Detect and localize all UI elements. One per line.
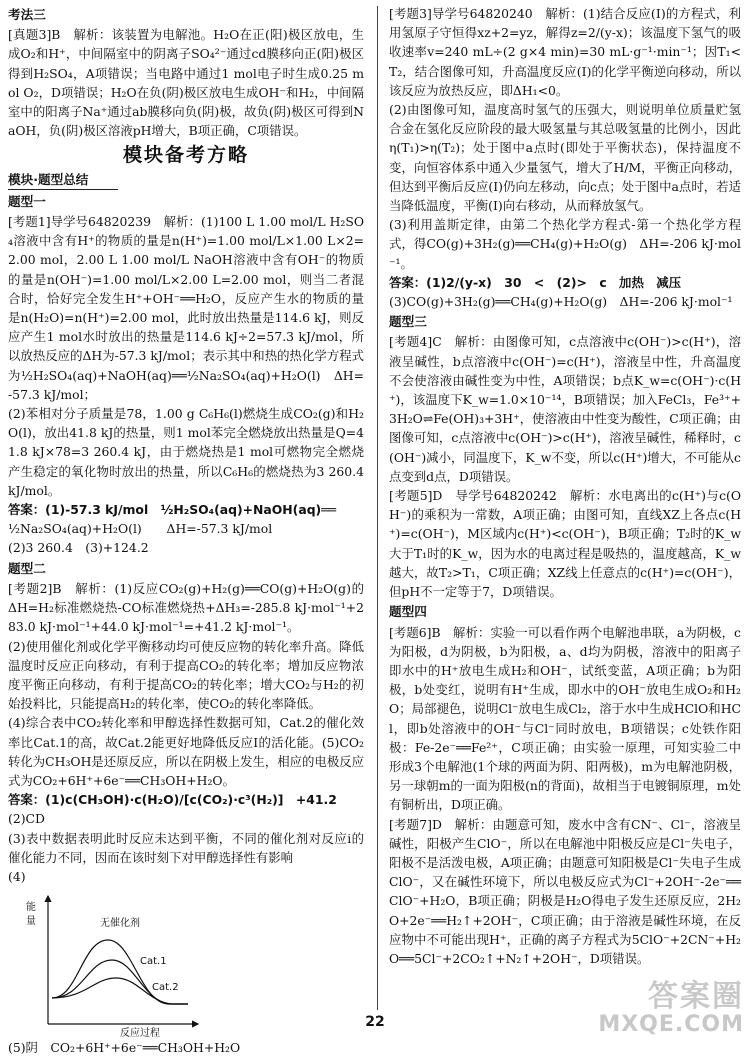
kaoti3-para2: (2)由图像可知，温度高时氢气的压强大，则说明单位质量贮氢合金在氢化反应阶段的最大吸氢量与其总吸氢量的比例小，因此η(T₁)>η(T₂)；处于图中a点时(即处于平衡状态)，保持温度不变，向恒容体系中通入少量氢气，增大了H/M，平衡正向移动，但达到平衡后反应(Ⅰ)仍向左移动，向c点；处于图中a点时，若适当降低温度，平衡(Ⅰ)向右移动，从而释放氢气。 xyxy=(389,102,741,214)
kaoti3-answer-a: 答案：(1)2/(y-x) 30 < (2)> c 加热 减压 xyxy=(389,274,682,290)
kaoti3-para1: [考题3]导学号64820240 解析：(1)结合反应(Ⅰ)的方程式，利用氢原子守恒得xz+2=yz，解得z=2/(y-x)；该温度下氢气的吸收速率v=240 mL÷(2 g×4 min)=30 mL·g⁻¹·min⁻¹；因T₁<T₂，结合图像可知，升高温度反应(Ⅰ)的化学平衡逆向移动，所以该反应为放热反应，即ΔH₁<0。 xyxy=(389,6,741,98)
method-heading: 考法三 xyxy=(8,7,46,22)
kaoti6: [考题6]B 解析：实验一可以看作两个电解池串联，a为阴极，c为阳极，d为阴极，b为阳极，a、d均为阴极，溶液中的阳离子即水中的H⁺放电生成H₂和OH⁻，试纸变蓝，A项正确；b为阳极，b处变红，说明有H⁺生成，即水中的OH⁻放电生成O₂和H₂O；局部褪色，说明Cl⁻放电生成Cl₂，溶于水中生成HClO和HCl，即b处溶液中的OH⁻与Cl⁻同时放电，B项错误；c处铁作阳极：Fe-2e⁻══Fe²⁺，C项正确；由实验一原理，可知实验二中形成3个电解池(1个球的两面为阴、阳两极)，m为电解池阴极，另一球朝m的一面为阳极(n的背面)，故相当于电镀铜原理，m处有铜析出，D项正确。 xyxy=(389,624,741,813)
series-curve-no-catalyst xyxy=(52,940,188,1004)
series-label-cat1: Cat.1 xyxy=(140,956,167,968)
kaoti1-answer-a: 答案：(1)-57.3 kJ/mol ½H₂SO₄(aq)+NaOH(aq)══ xyxy=(8,502,337,518)
kaoti1-answer-c: (2)3 260.4 (3)+124.2 xyxy=(8,540,149,556)
kaoti2-para3: (4)综合表中CO₂转化率和甲醇选择性数据可知，Cat.2的催化效率比Cat.1的高，故Cat.2能更好地降低反应Ⅰ的活化能。(5)CO₂转化为CH₃OH是还原反应，所以在阴极上发生，相应的电极反应式为CO₂+6H⁺+6e⁻══CH₃OH+H₂O。 xyxy=(8,715,364,788)
kaoti3-para3: (3)利用盖斯定律，由第二个热化学方程式-第一个热化学方程式，得CO(g)+3H₂(g)══CH₄(g)+H₂O(g) ΔH=-206 kJ·mol⁻¹。 xyxy=(389,217,741,271)
y-axis-label-char1: 能 xyxy=(26,902,36,914)
series-label-cat2: Cat.2 xyxy=(152,982,179,994)
module-title: 模块备考方略 xyxy=(122,144,249,167)
zhenti-3: [真题3]B 解析：该装置为电解池。H₂O在正(阳)极区放电，生成O₂和H⁺，中间隔室中的阴离子SO₄²⁻通过cd膜移向正(阳)极区得到H₂SO₄，A项错误；当电路中通过1 mol电子时生成0.25 mol O₂，D项错误；H₂O在负(阴)极区放电生成OH⁻和H₂，中间隔室中的阳离子Na⁺通过ab膜移向负(阴)极，故负(阴)极区可得到NaOH，负(阴)极区溶液pH增大，B项正确，C项错误。 xyxy=(8,27,364,139)
kaoti1-para2: (2)苯相对分子质量是78，1.00 g C₆H₆(l)燃烧生成CO₂(g)和H₂O(l)，放出41.8 kJ的热量，则1 mol苯完全燃烧放出热量是Q=41.8 kJ×78=3 260.4 kJ，由于燃烧热是1 mol可燃物完全燃烧产生稳定的氧化物时放出的热量，所以C₆H₆的燃烧热为3 260.4 kJ/mol。 xyxy=(8,406,364,498)
watermark-text-en: MXQE.COM xyxy=(598,1012,744,1037)
left-column xyxy=(8,4,364,1057)
kaoti4: [考题4]C 解析：由图像可知，c点溶液中c(OH⁻)>c(H⁺)，溶液呈碱性，b点溶液中c(OH⁻)=c(H⁺)，溶液呈中性，升高温度不会使溶液由碱性变为中性，A项错误；b点K_w=c(OH⁻)·c(H⁺)，该温度下K_w=1.0×10⁻¹⁴，B项错误；加入FeCl₃，Fe³⁺+3H₂O⇌Fe(OH)₃+3H⁺，使溶液由中性变为酸性，C项正确；由图像可知，c点溶液中c(OH⁻)>c(H⁺)，溶液呈碱性，稀释时，c(OH⁻)减小，同温度下，K_w不变，所以c(H⁺)增大，不可能从c点变到d点，D项错误。 xyxy=(389,334,741,484)
type3-heading: 题型三 xyxy=(389,314,427,330)
kaoti2-answer-c: (3)表中数据表明此时反应未达到平衡，不同的催化剂对反应ⅰ的催化能力不同，因而在该时刻下对甲醇选择性有影响 xyxy=(8,830,364,865)
kaoti2-answer-d: (4) xyxy=(8,868,26,884)
right-column xyxy=(389,4,741,968)
kaoti2-answer-b: (2)CD xyxy=(8,811,45,827)
x-axis-label: 反应过程 xyxy=(120,1028,160,1039)
kaoti7: [考题7]D 解析：由题意可知，废水中含有CN⁻、Cl⁻，溶液呈碱性，阳极产生ClO⁻，所以在电解池中阳极反应是Cl⁻失电子，阳极不是活泼电极，A项正确；由题意可知阳极是Cl⁻失电子生成ClO⁻，又在碱性环境下，所以电极反应式为Cl⁻+2OH⁻-2e⁻══ClO⁻+H₂O，B项正确；阴极是H₂O得电子发生还原反应，2H₂O+2e⁻══H₂↑+2OH⁻，C项正确；由于溶液是碱性环境，在反应物中不可能出现H⁺，正确的离子方程式为5ClO⁻+2CN⁻+H₂O══5Cl⁻+2CO₂↑+N₂↑+2OH⁻，D项错误。 xyxy=(389,816,741,966)
kaoti5: [考题5]D 导学号64820242 解析：水电离出的c(H⁺)与c(OH⁻)的乘积为一常数，A项正确；由图可知，直线XZ上各点c(H⁺)=c(OH⁻)，M区域内c(H⁺)<c(OH⁻)，B项正确；T₂时的K_w大于T₁时的K_w，因为水的电离过程是吸热的，温度越高，K_w越大，故T₂>T₁，C项正确；XZ线上任意点的c(H⁺)=c(OH⁻)，但pH不一定等于7，D项错误。 xyxy=(389,488,741,600)
page-number: 22 xyxy=(365,1014,385,1030)
column-divider xyxy=(377,6,378,1010)
section-title: 模块·题型总结 xyxy=(8,170,118,190)
kaoti3-answer-b: (3)CO(g)+3H₂(g)══CH₄(g)+H₂O(g) ΔH=-206 kJ·mol⁻¹ xyxy=(389,294,733,310)
kaoti2-answer-e: (5)阴 CO₂+6H⁺+6e⁻══CH₃OH+H₂O xyxy=(8,1040,241,1056)
kaoti1-para1: [考题1]导学号64820239 解析：(1)100 L 1.00 mol/L H₂SO₄溶液中含有H⁺的物质的量是n(H⁺)=1.00 mol/L×1.00 L×2=2.00 mol，2.00 L 1.00 mol/L NaOH溶液中含有OH⁻的物质的量是n(OH⁻)=1.00 mol/L×2.00 L=2.00 mol，则当二者混合时，恰好完全发生H⁺+OH⁻══H₂O，反应产生水的物质的量是n(H₂O)=n(H⁺)=2.00 mol，此时放出热量是114.6 kJ，则反应产生1 mol水时放出的热量是114.6 kJ÷2=57.3 kJ/mol，所以放热反应的ΔH为-57.3 kJ/mol；表示其中和热的热化学方程式为½H₂SO₄(aq)+NaOH(aq)══½Na₂SO₄(aq)+H₂O(l) ΔH=-57.3 kJ/mol； xyxy=(8,214,364,402)
y-axis-label-char2: 量 xyxy=(26,916,36,928)
kaoti2-para2: (2)使用催化剂或化学平衡移动均可使反应物的转化率升高。降低温度时反应正向移动，有利于提高CO₂的转化率；增加反应物浓度平衡正向移动，有利于提高CO₂的转化率；增大CO₂与H₂的初始投料比，只能提高H₂的转化率，使CO₂的转化率降低。 xyxy=(8,638,364,712)
series-label-no-catalyst: 无催化剂 xyxy=(100,918,140,930)
type4-heading: 题型四 xyxy=(389,604,427,620)
kaoti2-para1: [考题2]B 解析：(1)反应CO₂(g)+H₂(g)══CO(g)+H₂O(g)的ΔH=H₂标准燃烧热-CO标准燃烧热+ΔH₃=-285.8 kJ·mol⁻¹+283.0 kJ·mol⁻¹+44.0 kJ·mol⁻¹=+41.2 kJ·mol⁻¹。 xyxy=(8,580,364,635)
type2-heading: 题型二 xyxy=(8,560,46,576)
watermark-logo xyxy=(598,981,744,1037)
kaoti2-answer-a: 答案：(1)c(CH₃OH)·c(H₂O)/[c(CO₂)·c³(H₂)] +41.2 xyxy=(8,792,337,808)
watermark-text-cn: 答案圈 xyxy=(648,979,744,1014)
type1-heading: 题型一 xyxy=(8,193,46,209)
kaoti1-answer-b: ½Na₂SO₄(aq)+H₂O(l) ΔH=-57.3 kJ/mol xyxy=(8,521,273,537)
